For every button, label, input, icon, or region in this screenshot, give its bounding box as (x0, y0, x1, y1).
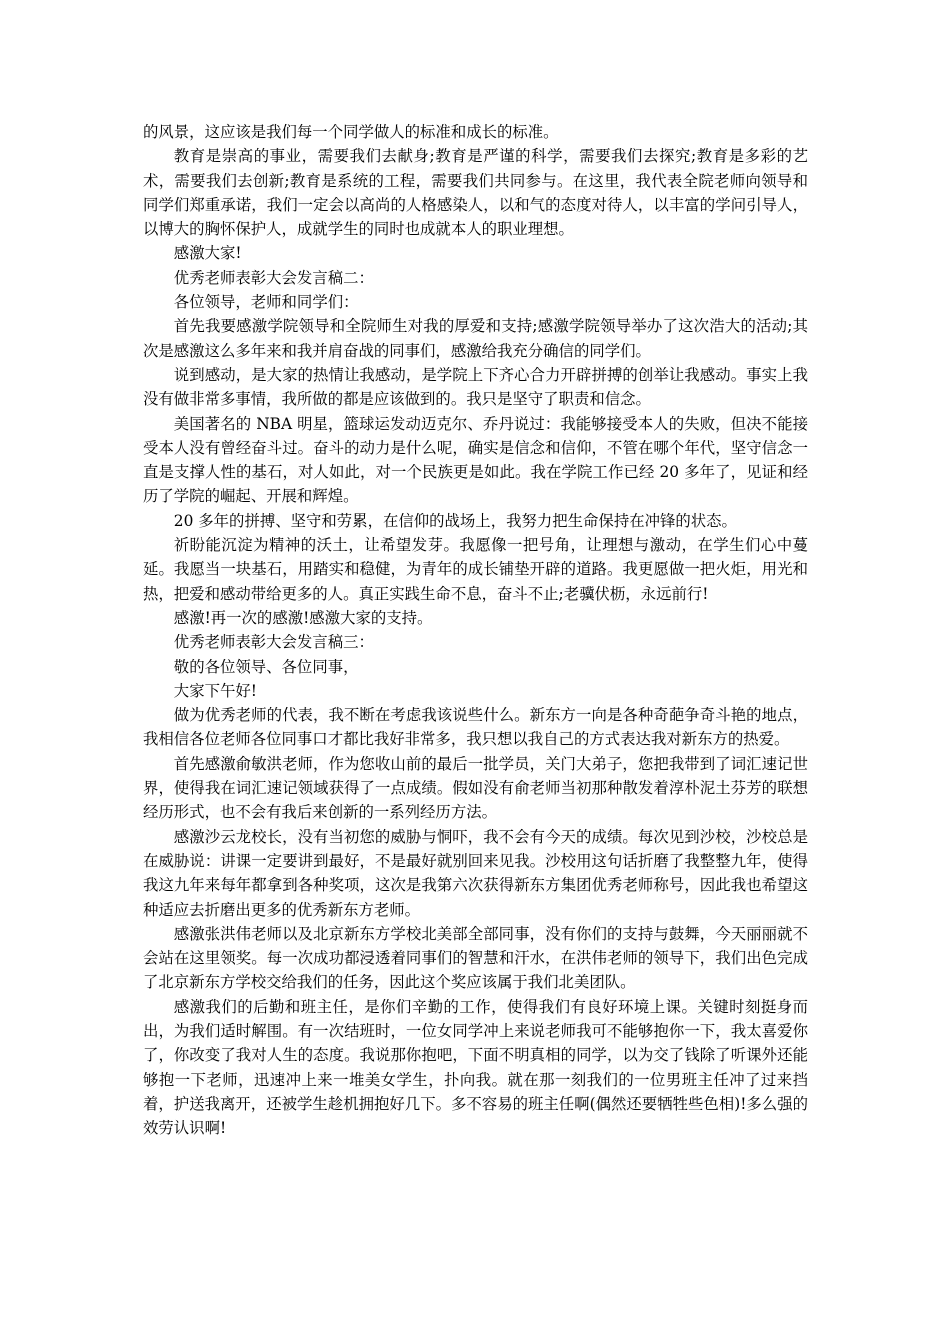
salutation: 敬的各位领导、各位同事， (173, 657, 359, 676)
paragraph: 的风景，这应该是我们每一个同学做人的标准和成长的标准。 (143, 123, 559, 141)
paragraph: 感激大家! (173, 244, 242, 263)
paragraph: 做为优秀老师的代表，我不断在考虑我该说些什么。新东方一向是各种奇葩争奇斗艳的地点，我相信各位老师各位同事口才都比我好非常多，我只想以我自己的方式表达我对新东方的热爱。 (143, 706, 808, 749)
paragraph: 说到感动，是大家的热情让我感动，是学院上下齐心合力开辟拼搏的创举让我感动。事实上我没有做非常多事情，我所做的都是应该做到的。我只是坚守了职责和信念。 (143, 365, 808, 409)
salutation: 各位领导，老师和同学们： (173, 293, 359, 312)
greeting: 大家下午好! (173, 681, 257, 700)
paragraph: 美国著名的 NBA 明星，篮球运发动迈克尔、乔丹说过：我能够接受本人的失败，但决不能接受本人没有曾经奋斗过。奋斗的动力是什么呢，确实是信念和信仰，不管在哪个年代，坚守信念一直是支撑人性的基石，对人如此，对一个民族更是如此。我在学院工作已经 20 多年了，见证和经历了学院的崛起、开展和辉煌。 (143, 414, 808, 506)
paragraph: 感激张洪伟老师以及北京新东方学校北美部全部同事，没有你们的支持与鼓舞，今天丽丽就不会站在这里领奖。每一次成功都浸透着同事们的智慧和汗水，在洪伟老师的领导下，我们出色完成了北京新东方学校交给我们的任务，因此这个奖应该属于我们北美团队。 (143, 924, 808, 992)
section-heading: 优秀老师表彰大会发言稿三： (173, 633, 374, 652)
paragraph: 教育是崇高的事业，需要我们去献身;教育是严谨的科学，需要我们去探究;教育是多彩的艺术，需要我们去创新;教育是系统的工程，需要我们共同参与。在这里，我代表全院老师向领导和同学们郑重承诺，我们一定会以高尚的人格感染人，以和气的态度对待人，以丰富的学问引导人，以博大的胸怀保护人，成就学生的同时也成就本人的职业理想。 (143, 147, 808, 239)
document-body (143, 120, 808, 1140)
section-heading: 优秀老师表彰大会发言稿二： (173, 268, 374, 287)
paragraph: 祈盼能沉淀为精神的沃土，让希望发芽。我愿像一把号角，让理想与激动，在学生们心中蔓延。我愿当一块基石，用踏实和稳健，为青年的成长铺垫开辟的道路。我更愿做一把火炬，用光和热，把爱和感动带给更多的人。真正实践生命不息，奋斗不止;老骥伏枥，永远前行! (143, 536, 808, 603)
paragraph: 感激沙云龙校长，没有当初您的威胁与恫吓，我不会有今天的成绩。每次见到沙校，沙校总是在威胁说：讲课一定要讲到最好，不是最好就别回来见我。沙校用这句话折磨了我整整九年，使得我这九年来每年都拿到各种奖项，这次是我第六次获得新东方集团优秀老师称号，因此我也希望这种适应去折磨出更多的优秀新东方老师。 (143, 827, 808, 919)
paragraph: 首先感激俞敏洪老师，作为您收山前的最后一批学员，关门大弟子，您把我带到了词汇速记世界，使得我在词汇速记领域获得了一点成绩。假如没有俞老师当初那种散发着淳朴泥土芬芳的联想经历形式，也不会有我后来创新的一系列经历方法。 (143, 754, 808, 822)
paragraph: 感激我们的后勤和班主任，是你们辛勤的工作，使得我们有良好环境上课。关键时刻挺身而出，为我们适时解围。有一次结班时，一位女同学冲上来说老师我可不能够抱你一下，我太喜爱你了，你改变了我对人生的态度。我说那你抱吧，下面不明真相的同学，以为交了钱除了听课外还能够抱一下老师，迅速冲上来一堆美女学生，扑向我。就在那一刻我们的一位男班主任冲了过来挡着，护送我离开，还被学生趁机拥抱好几下。多不容易的班主任啊(偶然还要牺牲些色相)!多么强的效劳认识啊! (143, 997, 808, 1138)
paragraph: 首先我要感激学院领导和全院师生对我的厚爱和支持;感激学院领导举办了这次浩大的活动;其次是感激这么多年来和我并肩奋战的同事们，感激给我充分确信的同学们。 (143, 317, 808, 360)
paragraph: 20 多年的拼搏、坚守和劳累，在信仰的战场上，我努力把生命保持在冲锋的状态。 (173, 511, 737, 530)
paragraph: 感激!再一次的感激!感激大家的支持。 (173, 608, 433, 627)
